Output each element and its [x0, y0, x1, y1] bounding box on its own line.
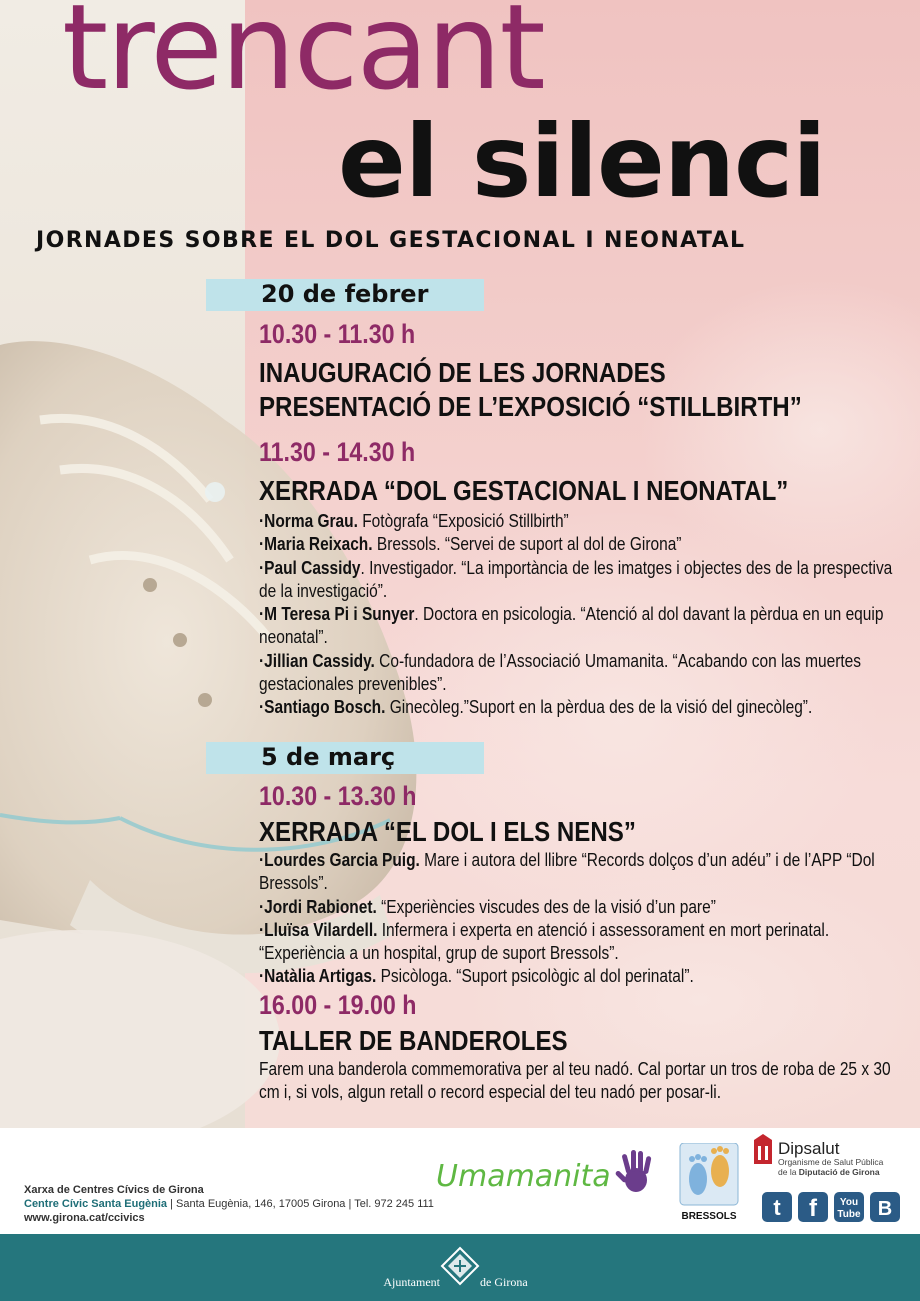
website-link[interactable]: www.girona.cat/ccivics [24, 1212, 145, 1224]
speaker-name: ·Santiago Bosch. [259, 697, 386, 718]
speaker-text: Infermera i experta en atenció i assessorament en mort perinatal. “Experiència a un hospital, grup de suport Bressols”. [259, 919, 830, 964]
centre-line [24, 1197, 434, 1211]
session-heading: XERRADA “DOL GESTACIONAL I NEONATAL” [259, 475, 789, 506]
speaker-name: ·Lourdes Garcia Puig. [259, 850, 420, 870]
speaker-text: Co-fundadora de l’Associació Umamanita. “Acabando con las muertes gestacionales prevenibles”. [259, 650, 862, 695]
workshop-description [259, 1058, 913, 1105]
speaker-name: ·Natàlia Artigas. [259, 966, 377, 987]
speaker-item [259, 919, 913, 966]
bressols-logo [678, 1143, 740, 1223]
speaker-name: ·M Teresa Pi i Sunyer [259, 604, 415, 625]
speaker-item [259, 603, 913, 650]
day1-session1 [259, 318, 909, 424]
dipsalut-line-1: Organisme de Salut Pública [778, 1157, 884, 1167]
speaker-text: “Experiències viscudes des de la visió d’un pare” [376, 896, 716, 917]
speaker-item [259, 557, 913, 604]
speaker-item [259, 510, 913, 533]
facebook-icon[interactable] [798, 1192, 828, 1222]
session-time: 10.30 - 11.30 h [259, 319, 416, 349]
ajuntament-emblem-icon [442, 1248, 478, 1284]
speaker-name: ·Jordi Rabionet. [259, 896, 377, 917]
session-time: 11.30 - 14.30 h [259, 437, 416, 467]
day2-session1 [259, 780, 909, 989]
speaker-text: . Investigador. “La importància de les imatges i objectes des de la prespectiva de la investigació”. [259, 557, 893, 601]
session-time: 16.00 - 19.00 h [259, 990, 417, 1020]
speaker-text: Fotògrafa “Exposició Stillbirth” [357, 511, 569, 531]
date-bar-day-1 [206, 279, 484, 311]
speaker-name: ·Lluïsa Vilardell. [259, 919, 378, 940]
speaker-list [259, 510, 913, 720]
speaker-item [259, 650, 913, 697]
youtube-text-1: You [839, 1197, 859, 1208]
umamanita-logo [436, 1148, 656, 1198]
session-heading: INAUGURACIÓ DE LES JORNADES [259, 357, 666, 388]
speaker-item [259, 849, 913, 896]
ajuntament-text-left: Ajuntament [383, 1275, 440, 1289]
facebook-letter: f [809, 1195, 817, 1222]
session-heading: TALLER DE BANDEROLES [259, 1025, 568, 1056]
title-line-1: trencant [62, 0, 544, 116]
network-name: Xarxa de Centres Cívics de Girona [24, 1184, 204, 1196]
twitter-letter: t [773, 1195, 781, 1220]
ajuntament-logo [360, 1244, 560, 1296]
speaker-name: ·Norma Grau. [259, 511, 358, 531]
description-text: Farem una banderola commemorativa per al teu nadó. Cal portar un tros de roba de 25 x 30 cm i, si vols, algun retall o record especial del teu nadó per posar-li. [259, 1059, 891, 1103]
centre-name: Centre Cívic Santa Eugènia [24, 1198, 168, 1210]
youtube-text-2: Tube [837, 1209, 861, 1220]
speaker-name: ·Paul Cassidy [259, 557, 361, 578]
title-line-2: el silenci [338, 103, 826, 220]
speaker-item [259, 533, 913, 556]
date-bar-day-2 [206, 742, 484, 774]
session-time: 10.30 - 13.30 h [259, 781, 417, 811]
dipsalut-name: Dipsalut [778, 1139, 840, 1158]
speaker-name: ·Jillian Cassidy. [259, 650, 375, 671]
dipsalut-line-2 [778, 1167, 880, 1177]
speaker-item [259, 965, 913, 988]
bressols-text: BRESSOLS [681, 1211, 737, 1222]
speaker-text: Ginecòleg.”Suport en la pèrdua des de la visió del ginecòleg”. [385, 697, 813, 718]
blogger-letter: B [877, 1198, 893, 1220]
session-heading: PRESENTACIÓ DE L’EXPOSICIÓ “STILLBIRTH” [259, 391, 802, 422]
organizer-info [24, 1183, 434, 1225]
ajuntament-text-right: de Girona [480, 1275, 528, 1289]
centre-address: | Santa Eugènia, 146, 17005 Girona | Tel. 972 245 111 [167, 1198, 434, 1210]
speaker-item [259, 896, 913, 919]
youtube-icon[interactable] [834, 1192, 864, 1222]
date-day-2: 5 de març [261, 743, 396, 771]
subtitle: JORNADES SOBRE EL DOL GESTACIONAL I NEONATAL [36, 228, 746, 253]
speaker-item [259, 696, 913, 719]
session-heading: XERRADA “EL DOL I ELS NENS” [259, 816, 636, 847]
speaker-text: . Doctora en psicologia. “Atenció al dol davant la pèrdua en un equip neonatal”. [259, 604, 884, 648]
umamanita-text: Umamanita [436, 1159, 611, 1194]
twitter-icon[interactable] [762, 1192, 792, 1222]
dipsalut-line-2-prefix: de la [778, 1167, 799, 1177]
speaker-text: Mare i autora del llibre “Records dolços d’un adéu” i de l’APP “Dol Bressols”. [259, 850, 875, 894]
day1-session2 [259, 436, 909, 720]
date-day-1: 20 de febrer [261, 280, 429, 308]
handprint-icon [615, 1150, 652, 1192]
speaker-text: Psicòloga. “Suport psicològic al dol perinatal”. [376, 966, 694, 987]
speaker-name: ·Maria Reixach. [259, 534, 373, 555]
blogger-icon[interactable] [870, 1192, 900, 1222]
day2-session2 [259, 989, 909, 1105]
dipsalut-line-2-bold: Diputació de Girona [798, 1167, 880, 1177]
dipsalut-logo [752, 1134, 912, 1224]
speaker-text: Bressols. “Servei de suport al dol de Girona” [372, 534, 682, 555]
speaker-list [259, 849, 913, 989]
dipsalut-emblem-icon [754, 1134, 772, 1164]
